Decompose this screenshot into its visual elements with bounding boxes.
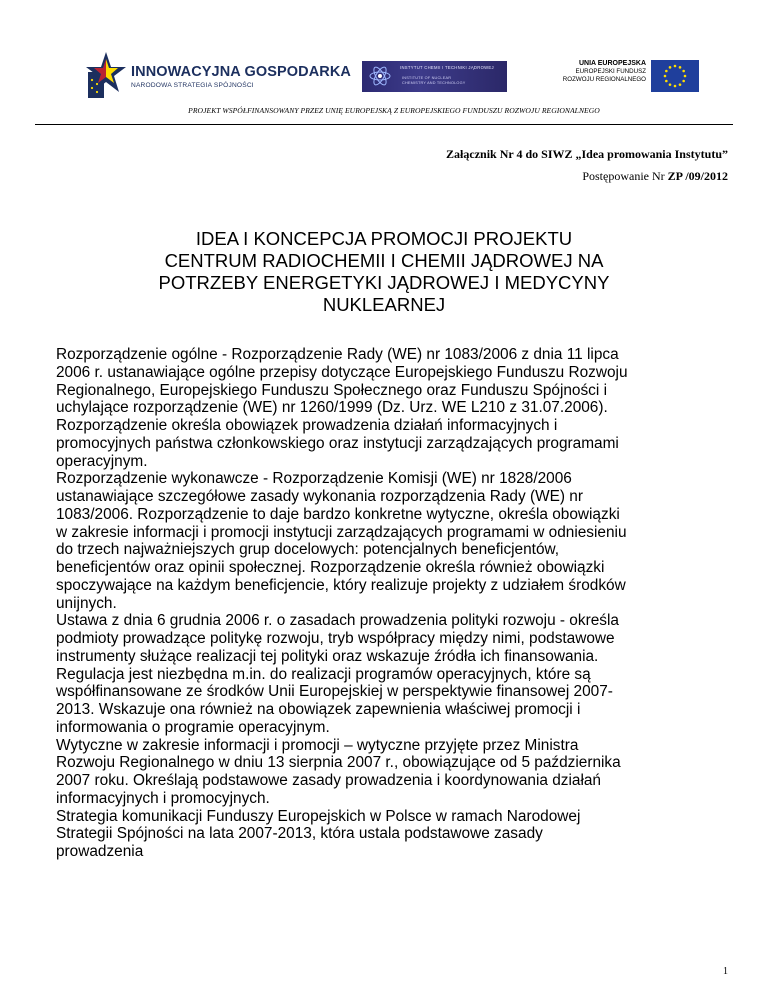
innowacyjna-gospodarka-logo bbox=[84, 50, 351, 100]
cofinancing-caption: PROJEKT WSPÓŁFINANSOWANY PRZEZ UNIĘ EUROPEJSKĄ Z EUROPEJSKIEGO FUNDUSZU ROZWOJU REGIONALNEGO bbox=[188, 106, 600, 115]
procedure-number bbox=[582, 169, 728, 184]
document-title bbox=[0, 228, 768, 316]
body-line: 1083/2006. Rozporządzenie to daje bardzo konkretne wytyczne, określa obowiązki bbox=[56, 505, 620, 523]
body-line: informowania o programie operacyjnym. bbox=[56, 718, 330, 736]
body-line: operacyjnym. bbox=[56, 452, 148, 470]
star-icon bbox=[84, 50, 128, 100]
body-line: Rozporządzenie ogólne - Rozporządzenie Rady (WE) nr 1083/2006 z dnia 11 lipca bbox=[56, 346, 619, 363]
eu-star-icon bbox=[679, 83, 682, 86]
body-line: Strategia komunikacji Funduszy Europejskich w Polsce w ramach Narodowej bbox=[56, 807, 581, 825]
atom-icon bbox=[368, 66, 392, 86]
body-line: informacyjnych i promocyjnych. bbox=[56, 789, 270, 807]
body-line: Ustawa z dnia 6 grudnia 2006 r. o zasadach prowadzenia polityki rozwoju - określa bbox=[56, 612, 619, 630]
body-line: do trzech najważniejszych grup docelowych: potencjalnych beneficjentów, bbox=[56, 541, 560, 559]
body-line: 2007 roku. Określają podstawowe zasady prowadzenia i koordynowania działań bbox=[56, 772, 601, 789]
ichtj-name-pl: INSTYTUT CHEMII I TECHNIKI JĄDROWEJ bbox=[400, 65, 494, 70]
body-line: w zakresie informacji i promocji instytucji zarządzających programami w odniesieniu bbox=[56, 523, 627, 541]
eu-star-icon bbox=[664, 75, 667, 78]
body-line: Rozporządzenie określa obowiązek prowadzenia działań informacyjnych i bbox=[56, 417, 558, 434]
title-line: IDEA I KONCEPCJA PROMOCJI PROJEKTU bbox=[195, 228, 573, 249]
body-line: promocyjnych państwa członkowskiego oraz instytucji zarządzających programami bbox=[56, 434, 619, 452]
eu-fund-line2: ROZWOJU REGIONALNEGO bbox=[562, 76, 646, 83]
body-line: Rozwoju Regionalnego w dniu 13 sierpnia 2007 r., obowiązujące od 5 października bbox=[56, 754, 621, 772]
body-line: Rozporządzenie wykonawcze - Rozporządzenie Komisji (WE) nr 1828/2006 bbox=[56, 470, 572, 488]
body-line: spoczywające na każdym beneficjencie, który realizuje projekty z udziałem środków bbox=[56, 576, 626, 594]
eu-star-icon bbox=[669, 66, 672, 69]
procedure-code: ZP /09/2012 bbox=[667, 169, 728, 183]
eu-star-icon bbox=[682, 80, 685, 83]
eu-fund-line1: EUROPEJSKI FUNDUSZ bbox=[575, 68, 646, 75]
body-line: Regionalnego, Europejskiego Funduszu Społecznego oraz Funduszu Spójności i bbox=[56, 381, 607, 399]
eu-star-icon bbox=[679, 66, 682, 69]
attachment-label: Załącznik Nr 4 do SIWZ „Idea promowania Instytutu” bbox=[446, 147, 728, 161]
eu-logo bbox=[545, 56, 701, 96]
procedure-label: Postępowanie Nr bbox=[582, 169, 665, 183]
eu-star-icon bbox=[674, 85, 677, 88]
header-divider bbox=[35, 124, 733, 125]
eu-star-icon bbox=[665, 80, 668, 83]
body-line: współfinansowane ze środków Unii Europejskiej w perspektywie finansowej 2007- bbox=[56, 683, 613, 701]
body-line: Regulacja jest niezbędna m.in. do realizacji programów operacyjnych, które są bbox=[56, 665, 591, 683]
body-line: unijnych. bbox=[56, 594, 117, 612]
body-line: prowadzenia bbox=[56, 843, 144, 860]
ichtj-logo bbox=[362, 61, 507, 92]
logo-title: INNOWACYJNA GOSPODARKA bbox=[131, 64, 351, 80]
body-line: beneficjentów oraz opinii społecznej. Rozporządzenie określa również obowiązki bbox=[56, 559, 605, 576]
eu-star-icon bbox=[674, 65, 677, 68]
ichtj-name-en-1: INSTITUTE OF NUCLEAR bbox=[402, 76, 452, 80]
eu-logo-text bbox=[563, 60, 646, 84]
page-number: 1 bbox=[723, 966, 728, 977]
body-line: 2006 r. ustanawiające ogólne przepisy dotyczące Europejskiego Funduszu Rozwoju bbox=[56, 363, 628, 381]
title-line: CENTRUM RADIOCHEMII I CHEMII JĄDROWEJ NA bbox=[164, 250, 604, 271]
body-line: 2013. Wskazuje ona również na obowiązek zapewnienia właściwej promocji i bbox=[56, 701, 581, 718]
eu-star-icon bbox=[682, 70, 685, 73]
eu-title: UNIA EUROPEJSKA bbox=[578, 60, 646, 67]
title-line: NUKLEARNEJ bbox=[322, 294, 446, 315]
body-line: uchylające rozporządzenie (WE) nr 1260/1999 (Dz. Urz. WE L210 z 31.07.2006). bbox=[56, 399, 608, 417]
body-line: instrumenty służące realizacji tej polityki oraz wskazuje źródła ich finansowania. bbox=[56, 647, 599, 665]
title-line: POTRZEBY ENERGETYKI JĄDROWEJ I MEDYCYNY bbox=[158, 272, 610, 293]
ichtj-name-en-2: CHEMISTRY AND TECHNOLOGY bbox=[402, 81, 466, 85]
eu-star-icon bbox=[684, 75, 687, 78]
body-text bbox=[56, 346, 736, 861]
body-line: podmioty prowadzące politykę rozwoju, tryb współpracy między nimi, podstawowe bbox=[56, 630, 615, 647]
body-line: Strategii Spójności na lata 2007-2013, która ustala podstawowe zasady bbox=[56, 825, 543, 843]
body-line: Wytyczne w zakresie informacji i promocji – wytyczne przyjęte przez Ministra bbox=[56, 736, 579, 754]
eu-star-icon bbox=[665, 70, 668, 73]
body-line: ustanawiające szczegółowe zasady wykonania rozporządzenia Rady (WE) nr bbox=[56, 488, 583, 505]
eu-star-icon bbox=[669, 83, 672, 86]
logo-subtitle: NARODOWA STRATEGIA SPÓJNOŚCI bbox=[131, 82, 254, 89]
eu-flag-icon bbox=[651, 60, 699, 92]
